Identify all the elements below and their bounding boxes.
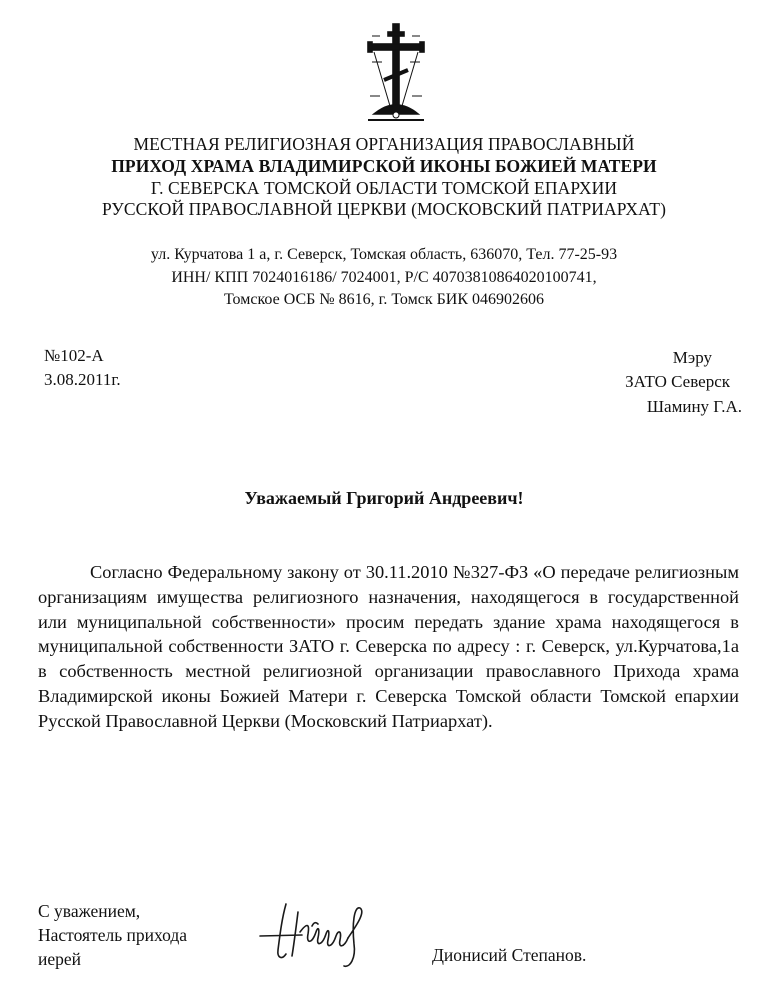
org-name-line2: ПРИХОД ХРАМА ВЛАДИМИРСКОЙ ИКОНЫ БОЖИЕЙ МАТЕРИ bbox=[111, 156, 657, 176]
closing-block bbox=[38, 899, 187, 971]
closing-line3: иерей bbox=[38, 949, 82, 969]
org-name-line3: Г. СЕВЕРСКА ТОМСКОЙ ОБЛАСТИ ТОМСКОЙ ЕПАРХИИ bbox=[150, 178, 618, 198]
orthodox-cross-icon bbox=[360, 22, 432, 124]
org-name-line4: РУССКОЙ ПРАВОСЛАВНОЙ ЦЕРКВИ (МОСКОВСКИЙ ПАТРИАРХАТ) bbox=[101, 199, 667, 219]
signer-name: Дионисий Степанов. bbox=[432, 945, 587, 965]
recipient-name: Шамину Г.А. bbox=[646, 397, 742, 416]
address-line2: ИНН/ КПП 7024016186/ 7024001, Р/С 40703810864020100741, bbox=[171, 269, 597, 286]
greeting: Уважаемый Григорий Андреевич! bbox=[244, 488, 524, 508]
address-line3: Томское ОСБ № 8616, г. Томск БИК 046902606 bbox=[223, 291, 545, 308]
recipient-org: ЗАТО Северск bbox=[625, 372, 730, 391]
closing-line2: Настоятель прихода bbox=[38, 925, 188, 945]
org-name-line1: МЕСТНАЯ РЕЛИГИОЗНАЯ ОРГАНИЗАЦИЯ ПРАВОСЛАВНЫЙ bbox=[133, 134, 635, 154]
address-line1: ул. Курчатова 1 а, г. Северск, Томская область, 636070, Тел. 77-25-93 bbox=[150, 246, 618, 263]
handwritten-signature bbox=[256, 900, 386, 972]
reference-number: №102-А bbox=[44, 346, 104, 365]
reference-date: 3.08.2011г. bbox=[44, 370, 121, 389]
closing-line1: С уважением, bbox=[38, 901, 141, 921]
recipient-title: Мэру bbox=[672, 348, 712, 367]
letter-body: Согласно Федеральному закону от 30.11.2010 №327-ФЗ «О передаче религиозным организациям имущества религиозного назначения, находящегося в государственной или муниципальной собственности» просим передать здание храма находящегося в муниципальной собственности ЗАТО г. Северска по адресу : г. Северск, ул.Курчатова,1а в собственность местной религиозной организации православного Прихода храма Владимирской иконы Божией Матери г. Северска Томской области Томской епархии Русской Православной Церкви (Московский Патриархат). bbox=[38, 562, 739, 731]
